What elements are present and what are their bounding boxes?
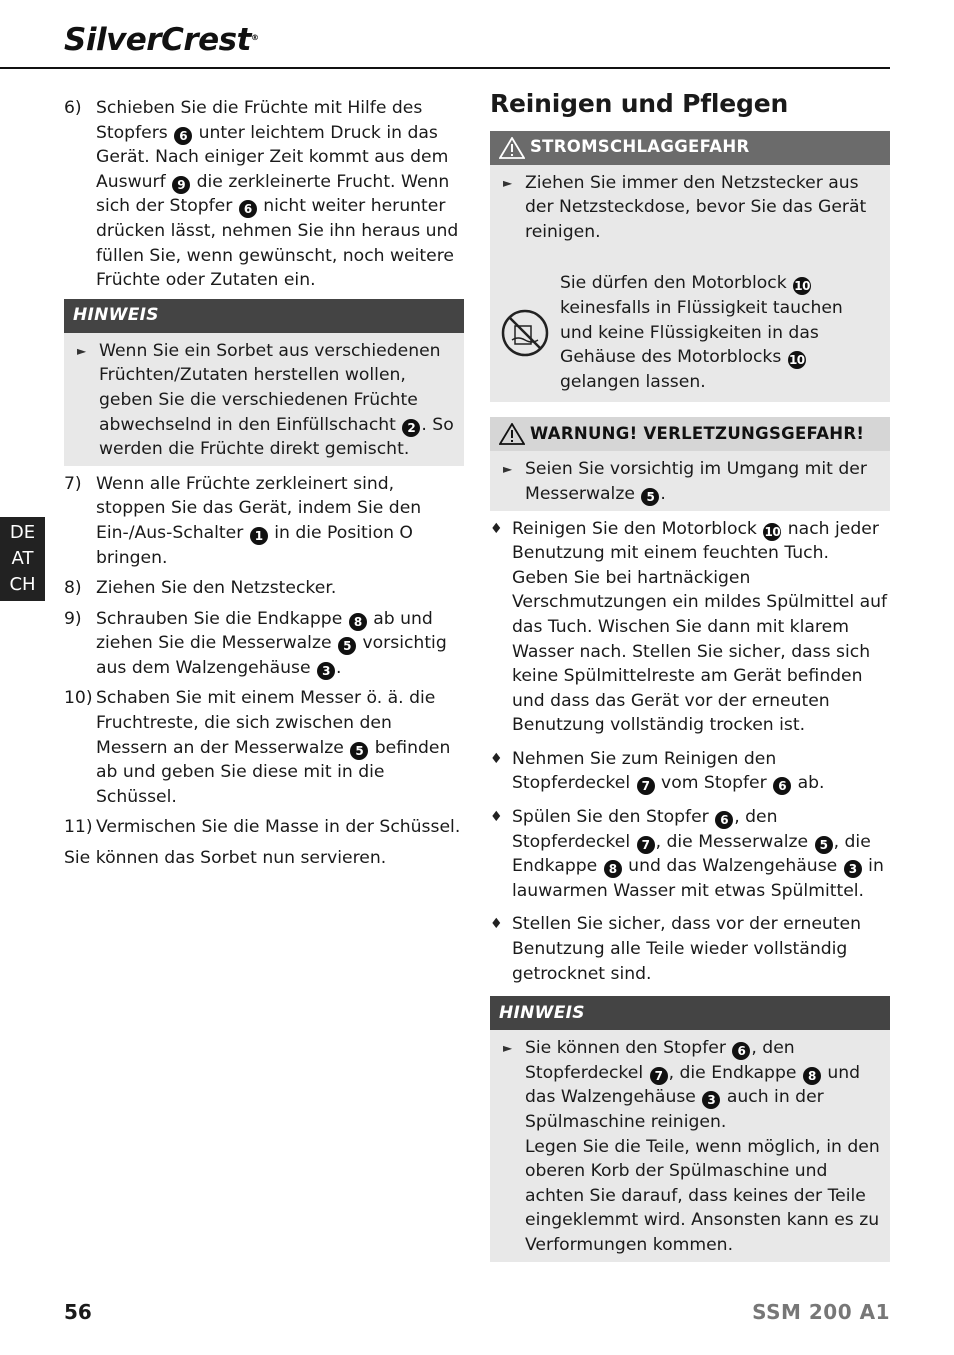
ref-number-icon: 8 xyxy=(604,860,622,878)
note-box xyxy=(64,299,464,466)
left-column xyxy=(64,96,464,871)
brand-part2: Crest xyxy=(161,22,251,58)
diamond-icon: ♦ xyxy=(490,916,503,933)
injury-item: ► Seien Sie vorsichtig im Umgang mit der Messerwalze 5 . xyxy=(500,457,880,506)
bullet-dry-parts: ♦ Stellen Sie sicher, dass vor der erneuten Benutzung alle Teile wieder vollständig getrocknet sind. xyxy=(490,912,890,986)
ref-number-icon: 6 xyxy=(239,200,257,218)
lang-de: DE xyxy=(9,522,36,543)
brand-part1: Silver xyxy=(64,22,162,58)
header-divider xyxy=(0,67,890,69)
diamond-icon: ♦ xyxy=(490,750,503,767)
note-body xyxy=(64,333,464,466)
note-title: HINWEIS xyxy=(64,299,464,333)
note-body xyxy=(490,1030,890,1261)
step-number: 8) xyxy=(64,578,82,599)
bullet-rinse-parts: ♦ Spülen Sie den Stopfer 6 , den Stopferdeckel 7 , die Messerwalze 5 , die Endkappe 8 und das Walzengehäuse 3 in lauwarmen Wasser mit etwas Spülmittel. xyxy=(490,805,890,903)
step-10: 10) Schaben Sie mit einem Messer ö. ä. die Fruchtreste, die sich zwischen den Messern an der Messerwalze 5 befinden ab und geben Sie diese mit in die Schüssel. xyxy=(64,686,464,809)
bullet-remove-lid: ♦ Nehmen Sie zum Reinigen den Stopferdeckel 7 vom Stopfer 6 ab. xyxy=(490,747,890,796)
model-number: SSM 200 A1 xyxy=(752,1300,890,1324)
injury-warning-box xyxy=(490,417,890,510)
section-title: Reinigen und Pflegen xyxy=(490,89,789,118)
ref-number-icon: 7 xyxy=(637,836,655,854)
step-7: 7) Wenn alle Früchte zerkleinert sind, stoppen Sie das Gerät, indem Sie den Ein-/Aus-Schalter 1 in die Position O bringen. xyxy=(64,472,464,570)
step-number: 9) xyxy=(64,608,82,629)
step-text: Schieben Sie die Früchte mit Hilfe des Stopfers 6 unter leichtem Druck in das Gerät. Nach einiger Zeit kommt aus dem Auswurf 9 die zerkleinerte Frucht. Wenn sich der Stopfer 6 nicht weiter herunter drücken lässt, nehmen Sie ihn heraus und füllen Sie, wenn gewünscht, noch weitere Früchte oder Zutaten ein. xyxy=(96,98,459,291)
arrow-icon: ► xyxy=(503,462,513,477)
ref-number-icon: 10 xyxy=(794,279,810,294)
lang-ch: CH xyxy=(9,574,36,595)
step-11: 11) Vermischen Sie die Masse in der Schüssel. xyxy=(64,815,464,840)
shock-warning-title: STROMSCHLAGGEFAHR xyxy=(490,131,890,165)
step-9: 9) Schrauben Sie die Endkappe 8 ab und ziehen Sie die Messerwalze 5 vorsichtig aus dem Walzengehäuse 3 . xyxy=(64,607,464,681)
step-number: 10) xyxy=(64,688,93,709)
ref-number-icon: 10 xyxy=(788,353,805,368)
ref-number-icon: 5 xyxy=(338,637,356,655)
note-item: ► Sie können den Stopfer 6 , den Stopferdeckel 7 , die Endkappe 8 und das Walzengehäuse 3 auch in der Spülmaschine reinigen. Legen Sie die Teile, wenn möglich, in den oberen Korb der Spülmaschine und achten Sie darauf, dass keines der Teile eingeklemmt wird. Ansonsten kann es zu Verformungen kommen. xyxy=(500,1036,880,1257)
ref-number-icon: 6 xyxy=(174,127,192,145)
ref-number-icon: 7 xyxy=(637,777,655,795)
diamond-icon: ♦ xyxy=(490,809,503,826)
warning-triangle-icon xyxy=(499,423,525,445)
shock-warning-body xyxy=(490,165,890,403)
ref-number-icon: 1 xyxy=(250,527,268,545)
page-number: 56 xyxy=(64,1300,92,1324)
no-immersion-notice: Sie dürfen den Motorblock 10 keinesfalls in Flüssigkeit tauchen und keine Flüssigkeiten in das Gehäuse des Motorblocks 10 gelangen lassen. xyxy=(500,271,880,394)
ref-number-icon: 3 xyxy=(844,860,862,878)
ref-number-icon: 9 xyxy=(172,176,190,194)
step-6 xyxy=(64,96,464,293)
ref-number-icon: 8 xyxy=(803,1067,821,1085)
shock-item: ► Ziehen Sie immer den Netzstecker aus der Netzsteckdose, bevor Sie das Gerät reinigen. xyxy=(500,171,880,245)
ref-number-icon: 3 xyxy=(702,1091,720,1109)
brand-logo xyxy=(64,22,258,58)
ref-number-icon: 2 xyxy=(402,419,420,437)
ref-number-icon: 6 xyxy=(732,1042,750,1060)
warning-triangle-icon xyxy=(499,137,525,159)
ref-number-icon: 6 xyxy=(715,811,733,829)
step-number: 11) xyxy=(64,817,93,838)
arrow-icon: ► xyxy=(77,343,87,358)
ref-number-icon: 8 xyxy=(349,613,367,631)
diamond-icon: ♦ xyxy=(490,520,503,537)
step-number: 7) xyxy=(64,473,82,494)
step-number: 6) xyxy=(64,98,82,118)
ref-number-icon: 7 xyxy=(650,1067,668,1085)
bullet-clean-motor: ♦ Reinigen Sie den Motorblock 10 nach jeder Benutzung mit einem feuchten Tuch. Geben Sie bei hartnäckigen Verschmutzungen ein mildes Spülmittel auf das Tuch. Wischen Sie dann mit klarem Wasser nach. Stellen Sie sicher, dass sich keine Spülmittelreste am Gerät befinden und dass das Gerät vor der erneuten Benutzung vollständig trocken ist. xyxy=(490,517,890,738)
no-immersion-icon xyxy=(500,308,550,358)
ref-number-icon: 5 xyxy=(815,836,833,854)
note-box-right xyxy=(490,996,890,1261)
shock-warning-box xyxy=(490,131,890,403)
ref-number-icon: 10 xyxy=(764,524,781,539)
note-title: HINWEIS xyxy=(490,996,890,1030)
ref-number-icon: 5 xyxy=(641,488,659,506)
step-8: 8) Ziehen Sie den Netzstecker. xyxy=(64,576,464,601)
arrow-icon: ► xyxy=(503,175,513,190)
arrow-icon: ► xyxy=(503,1041,513,1056)
right-column xyxy=(490,89,890,1262)
lang-at: AT xyxy=(11,548,34,569)
ref-number-icon: 3 xyxy=(317,662,335,680)
note-item: ► Wenn Sie ein Sorbet aus verschiedenen Früchten/Zutaten herstellen wollen, geben Sie die verschiedenen Früchte abwechselnd in den Einfüllschacht 2 . So werden die Früchte direkt gemischt. xyxy=(74,339,454,462)
ref-number-icon: 6 xyxy=(773,777,791,795)
ref-number-icon: 5 xyxy=(350,742,368,760)
injury-warning-body xyxy=(490,451,890,510)
brand-reg: ® xyxy=(250,33,259,42)
language-tab xyxy=(0,517,45,601)
final-text: Sie können das Sorbet nun servieren. xyxy=(64,848,387,869)
injury-warning-title: WARNUNG! VERLETZUNGSGEFAHR! xyxy=(490,417,890,451)
